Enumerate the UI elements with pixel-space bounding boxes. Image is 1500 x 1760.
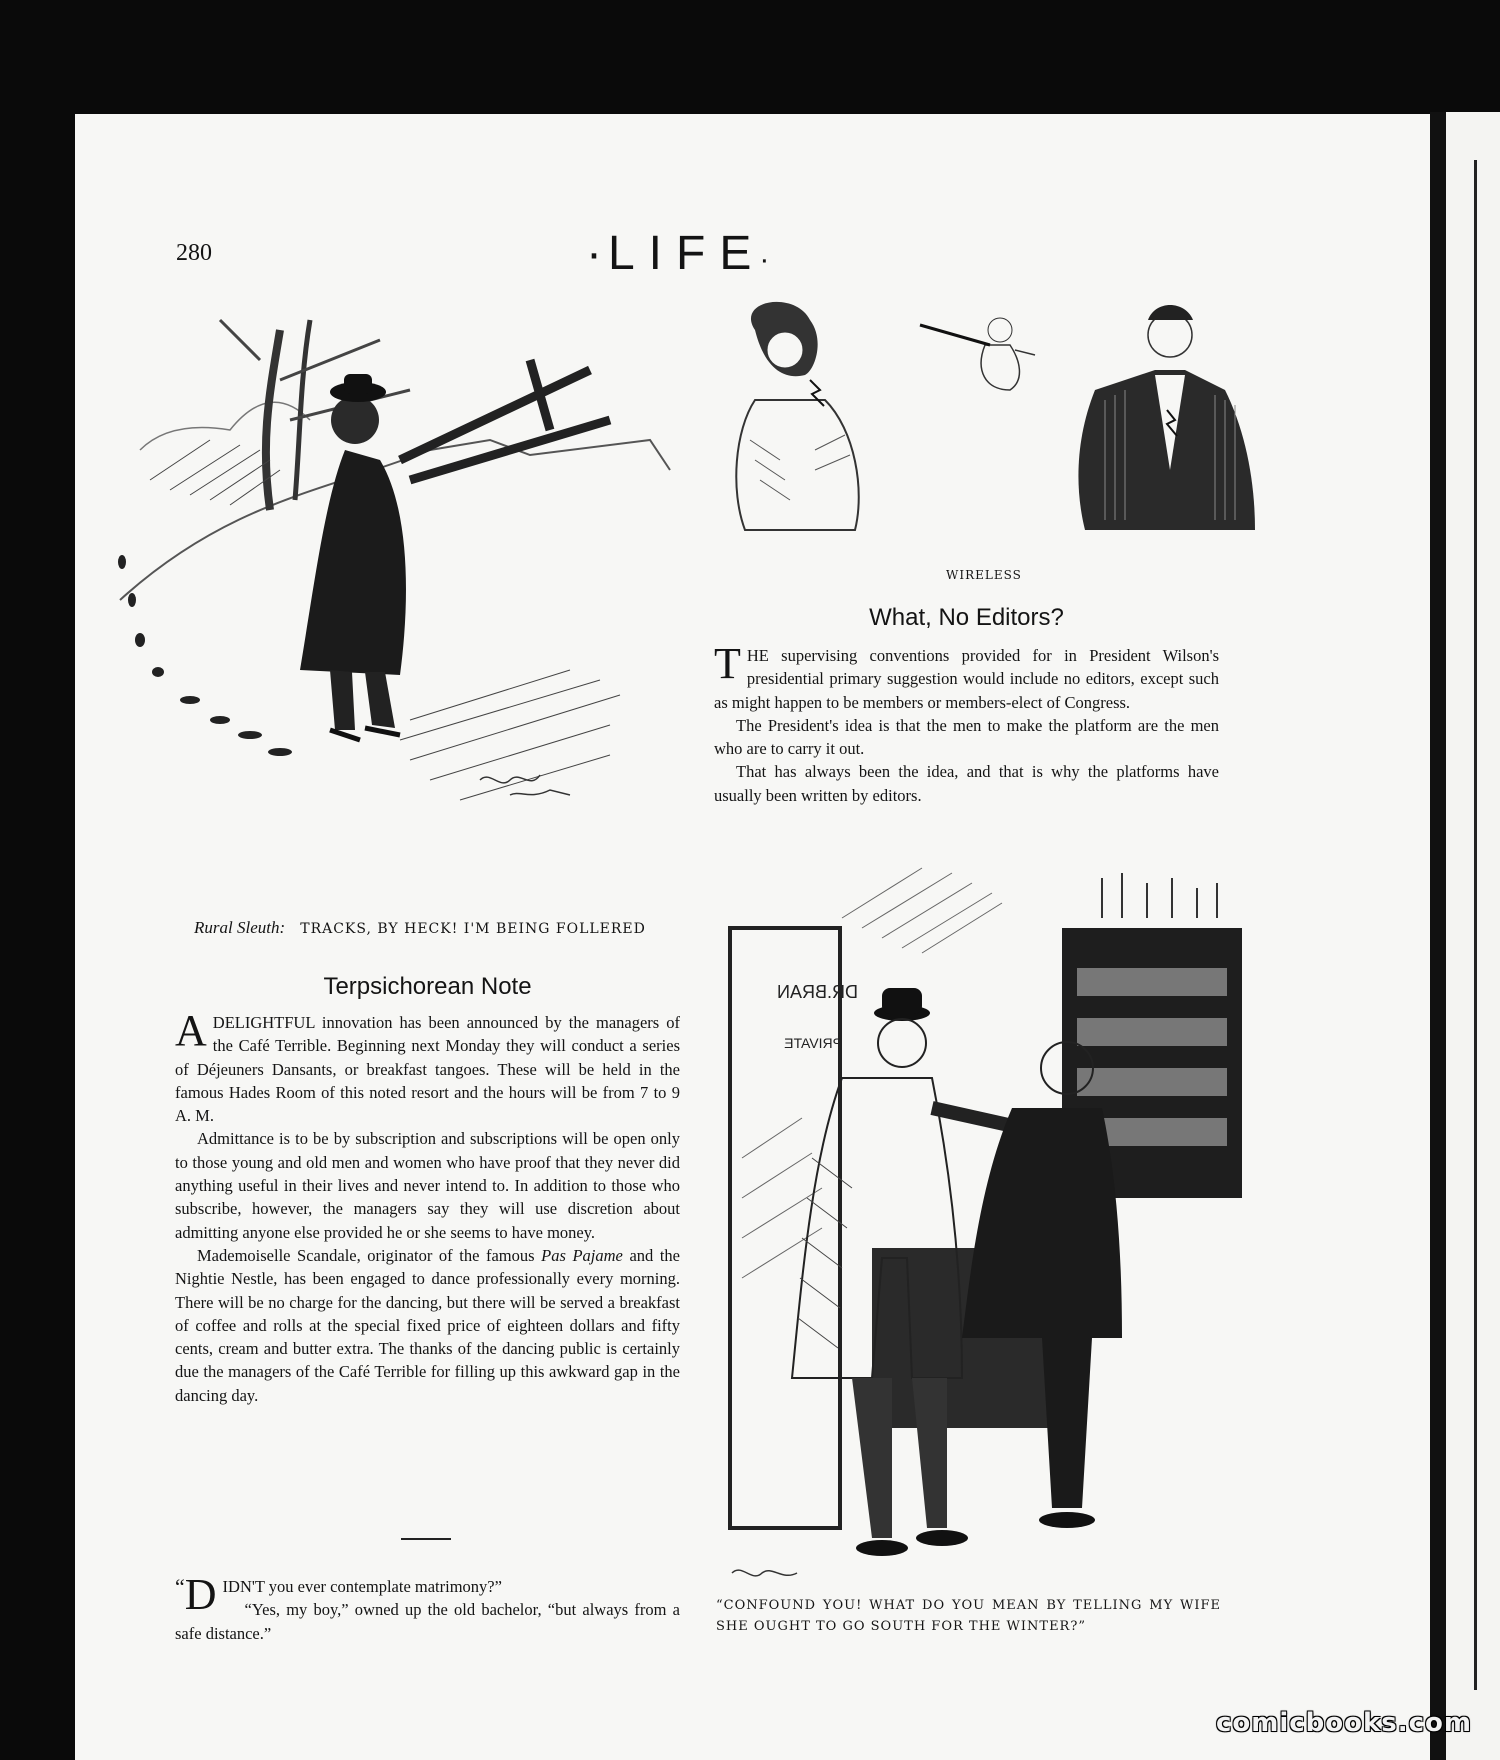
door-sign-private: PRIVATE: [784, 1035, 842, 1051]
joke-open-quote: “: [175, 1574, 185, 1599]
page-number: 280: [176, 240, 212, 266]
joke-line-1: IDN'T you ever contemplate matrimony?”: [222, 1577, 502, 1596]
article-editors: [714, 604, 1219, 807]
doctor-office-illustration: [722, 858, 1262, 1588]
joke-matrimony: [175, 1570, 680, 1645]
rural-sleuth-line: TRACKS, BY HECK! I'M BEING FOLLERED: [300, 921, 646, 937]
facing-page-edge: [1430, 112, 1500, 1760]
article-terpsichorean-dropcap: A: [175, 1006, 207, 1055]
section-divider: [401, 1538, 451, 1540]
wireless-illustration: [715, 290, 1255, 580]
joke-dropcap: D: [184, 1570, 217, 1619]
article-terpsichorean-para-3-italic: Pas Pajame: [541, 1245, 623, 1265]
door-sign-dr: DR.BRAN: [776, 982, 858, 1002]
article-terpsichorean-para-3-a: Mademoiselle Scandale, originator of the famous: [197, 1245, 542, 1265]
masthead-title: · LIFE ·: [586, 226, 769, 281]
article-terpsichorean-para-1: DELIGHTFUL innovation has been announced by the managers of the Café Terrible. Beginning next Monday they will conduct a series of Déjeuners Dansants, or breakfast tangoes. These will be held in the famous Hades Room of this noted resort and the hours will be from 7 to 9 A. M.: [175, 1013, 680, 1126]
article-editors-title: What, No Editors?: [869, 604, 1064, 631]
facing-page-rule: [1474, 160, 1485, 1690]
article-editors-para-3: That has always been the idea, and that is why the platforms have usually been written by editors.: [714, 762, 1219, 805]
doctor-caption: “CONFOUND YOU! WHAT DO YOU MEAN BY TELLING MY WIFE SHE OUGHT TO GO SOUTH FOR THE WINTER?”: [716, 1598, 1221, 1634]
article-terpsichorean-para-3: [175, 1244, 680, 1407]
article-terpsichorean-para-3-b: and the Nightie Nestle, has been engaged to dance professionally every morning. There will be no charge for the dancing, but there will be served a breakfast of coffee and rolls at the special fixed price of eighteen dollars and fifty cents, cream and butter extra. The thanks of the dancing public is certainly due the managers of the Café Terrible for filling up this awkward gap in the dancing day.: [175, 1245, 681, 1405]
joke-line-2: “Yes, my boy,” owned up the old bachelor, “but always from a safe distance.”: [175, 1600, 680, 1643]
article-editors-para-1: HE supervising conventions provided for in President Wilson's presidential primary suggestion would include no editors, except such as might happen to be members or members-elect of Congress.: [714, 646, 1219, 712]
article-terpsichorean-title: Terpsichorean Note: [323, 973, 532, 1000]
article-editors-dropcap: T: [714, 639, 741, 688]
article-terpsichorean-para-2: Admittance is to be by subscription and subscriptions will be open only to those young and old men and women who have proof that they never did anything useful in their lives and never intend to. In addition to those who subscribe, however, the managers say they will use discretion about admitting anyone else provided he or she seems to have money.: [175, 1129, 680, 1242]
rural-sleuth-illustration: [110, 300, 690, 870]
site-watermark: comicbooks.com: [1215, 1708, 1472, 1738]
article-editors-para-2: The President's idea is that the men to make the platform are the men who are to carry it out.: [714, 715, 1219, 759]
article-terpsichorean: [175, 973, 680, 1407]
wireless-caption: WIRELESS: [946, 568, 1022, 582]
rural-sleuth-speaker: Rural Sleuth:: [194, 918, 286, 937]
rural-sleuth-caption: [194, 918, 646, 938]
